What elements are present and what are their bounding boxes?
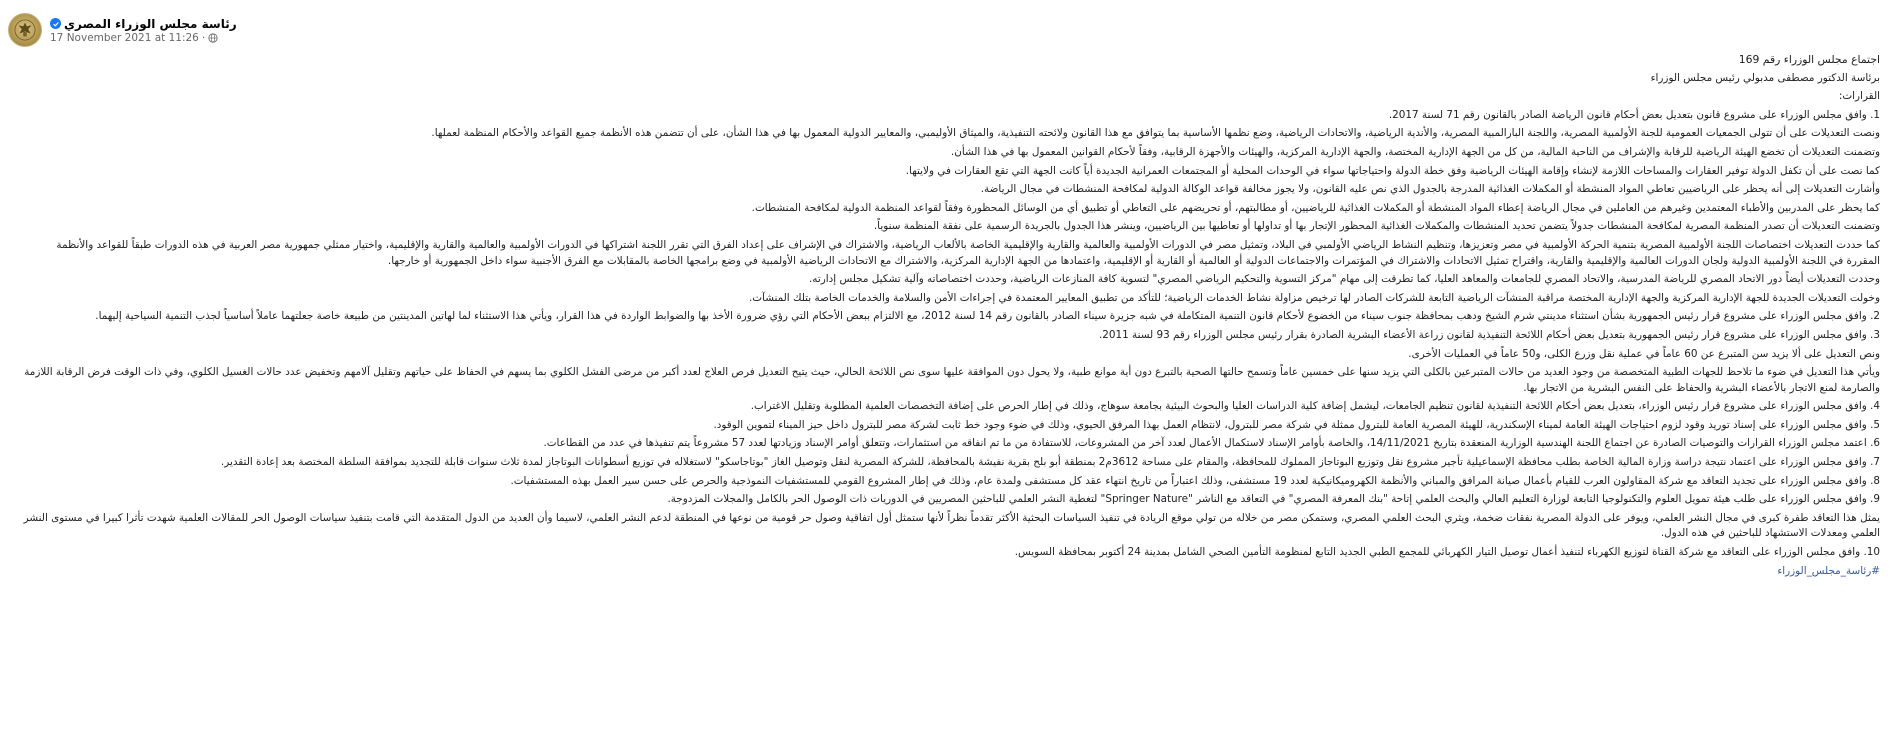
decision-9: 9. وافق مجلس الوزراء على طلب هيئة تمويل العلوم والتكنولوجيا التابعة لوزارة التعليم العالي والبحث العلمي إتاحة "بنك المعرفة المصري" في التعاقد مع الناشر "Springer Nature" لتغطية النشر العلمي للباحثين المصريين في الدوريات ذات الوصول الحر بالكامل والمجلات المزدوجة. — [667, 493, 1880, 506]
decision-3-detail-1: ونص التعديل على ألا يزيد سن المتبرع عن 60 عاماً في عملية نقل وزرع الكلى، و50 عاماً في العمليات الأخرى. — [1408, 347, 1880, 360]
decision-1-detail-9: وخولت التعديلات الجديدة للجهة الإدارية المركزية والجهة الإدارية المختصة مراقبة المنشآت الرياضية التابعة للشركات الصادر لها ترخيص مزاولة نشاط الخدمات الرياضية؛ للتأكد من تطبيق المعايير المعتمدة في إجراءات الأمن والسلامة والخدمات الخاصة بتلك المنشآت. — [748, 291, 1880, 304]
decision-1-detail-3: كما نصت على أن تكفل الدولة توفير العقارات والمساحات اللازمة لإنشاء وإقامة الهيئات الرياضية وفق خطة الدولة واحتياجاتها سواء في الوحدات المحلية أو المجتمعات العمرانية الجديدة أياً كانت الجهة التي تقع العقارات في ولايتها. — [905, 164, 1880, 177]
decisions-heading: القرارات: — [1838, 90, 1880, 103]
decision-2: 2. وافق مجلس الوزراء على مشروع قرار رئيس الجمهورية بشأن استثناء مدينتي شرم الشيخ ودهب بمحافظة جنوب سيناء من الخضوع لأحكام قانون التنمية المتكاملة في شبه جزيرة سيناء الصادر بالقانون رقم 14 لسنة 2012، مع الالتزام ببعض الأحكام التي رؤي ضرورة الأخذ بها والضوابط الواردة في هذا القرار، ويأتي هذا الاستثناء لما لهاتين المدينتين من طبيعة خاصة جعلتهما عاملاً أساسياً لجذب التنمية السياحية إليهما. — [95, 310, 1880, 323]
globe-icon[interactable] — [208, 33, 218, 43]
page-avatar[interactable] — [8, 13, 42, 47]
verified-badge-icon — [50, 18, 61, 29]
post-timestamp[interactable]: 17 November 2021 at 11:26 — [50, 31, 199, 44]
decision-1-detail-5: كما يحظر على المدربين والأطباء المعتمدين وغيرهم من العاملين في مجال الرياضة إعطاء المواد المنشطة أو المكملات الغذائية للرياضيين، أو مطالبتهم، أو تحريضهم على التعاطي أو تطبيق أي من الوسائل المحظورة وفقاً لقواعد المنظمة الدولية لمكافحة المنشطات. — [751, 201, 1880, 214]
decision-9-detail: يمثل هذا التعاقد طفرة كبرى في مجال النشر العلمي، ويوفر على الدولة المصرية نفقات ضخمة، ويثري البحث العلمي المصري، وستمكن مصر من خلاله من تولي موقع الريادة في تنفيذ السياسات البحثية الأكثر تقدماً نظراً لأنها ستمثل أول اتفاقية وصول حر قومية من نوعها في المنطقة لدعم النشر العلمي، لاسيما وأن العديد من الدول المتقدمة التي قامت بتنفيذ سياسات الوصول الحر للمقالات العلمية شهدت تأثرا كبيرا في مستوى النشر العلمي ومعدلات الاستشهاد للباحثين في هذه الدول. — [23, 511, 1880, 540]
post-timestamp-row — [50, 32, 237, 44]
decision-7: 7. وافق مجلس الوزراء على اعتماد نتيجة دراسة وزارة المالية الخاصة بطلب محافظة الإسماعيلية تأجير مشروع نقل وتوزيع البوتاجاز المملوك للمحافظة، والمقام على مساحة 3612م2 بمنطقة أبو بلح بقرية نفيشة بالمحافظة، للشركة المصرية لنقل وتوصيل الغاز "بوتاجاسكو" لاستغلاله في توزيع أسطوانات البوتاجاز لمدة ثلاث سنوات قابلة للتجديد بموافقة السلطة المختصة بعد إعادة التقدير. — [220, 456, 1880, 469]
post-header — [8, 13, 237, 47]
hashtag-link[interactable]: #رئاسة_مجلس_الوزراء — [1777, 564, 1880, 577]
decision-1-detail-6: وتضمنت التعديلات أن تصدر المنظمة المصرية لمكافحة المنشطات جدولاً يتضمن تحديد المنشطات والمكملات الغذائية المحظور الإتجار بها أو تداولها أو تعاطيها بين الرياضيين، وينشر هذا الجدول بالجريدة الرسمية على نفقة المنظمة سنوياً. — [873, 220, 1880, 233]
decision-6: 6. اعتمد مجلس الوزراء القرارات والتوصيات الصادرة عن اجتماع اللجنة الهندسية الوزارية المنعقدة بتاريخ 14/11/2021، والخاصة بأوامر الإسناد لاستكمال الأعمال لعدد آخر من المشروعات، للاستفادة من ما تم انفاقه من استثمارات، وتتعلق أوامر الإسناد وزيادتها لعدد 57 مشروعاً يتم تنفيذها في عدد من القطاعات. — [543, 437, 1880, 450]
eagle-emblem-icon — [14, 19, 36, 41]
decision-10: 10. وافق مجلس الوزراء على التعاقد مع شركة القناة لتوزيع الكهرباء لتنفيذ أعمال توصيل التيار الكهربائي للمجمع الطبي الجديد التابع لمنظومة التأمين الصحي الشامل بمدينة 24 أكتوبر بمحافظة السويس. — [1014, 546, 1880, 559]
meta-separator: · — [201, 31, 206, 44]
decision-1: 1. وافق مجلس الوزراء على مشروع قانون بتعديل بعض أحكام قانون الرياضة الصادر بالقانون رقم 71 لسنة 2017. — [1388, 108, 1880, 121]
meeting-title: اجتماع مجلس الوزراء رقم 169 — [1738, 53, 1880, 66]
meeting-chair: برئاسة الدكتور مصطفى مدبولي رئيس مجلس الوزراء — [1650, 71, 1880, 84]
decision-3: 3. وافق مجلس الوزراء على مشروع قرار رئيس الجمهورية بتعديل بعض أحكام اللائحة التنفيذية لقانون زراعة الأعضاء البشرية الصادرة بقرار رئيس مجلس الوزراء رقم 93 لسنة 2011. — [1098, 328, 1880, 341]
page-name-link[interactable]: رئاسة مجلس الوزراء المصري — [64, 16, 237, 31]
post-meta-block — [50, 17, 237, 44]
decision-1-detail-4: وأشارت التعديلات إلى أنه يحظر على الرياضيين تعاطي المواد المنشطة أو المكملات الغذائية المدرجة بالجدول الذي نص عليه القانون، ولا يجوز مخالفة قواعد الوكالة الدولية لمكافحة المنشطات في مجال الرياضة. — [980, 183, 1880, 196]
page-name-row — [50, 17, 237, 31]
decision-8: 8. وافق مجلس الوزراء على تجديد التعاقد مع شركة المقاولون العرب للقيام بأعمال صيانة المرافق والمباني والأنظمة الكهروميكانيكية لعدد 19 مستشفى، وذلك اعتباراً من تاريخ انتهاء عقد كل مستشفى ولمدة عام، وذلك في إطار المشروع القومي للمستشفيات النموذجية والحرص على حسن سير العمل بهذه المستشفيات. — [510, 474, 1880, 487]
decision-3-detail-2: ويأتي هذا التعديل في ضوء ما تلاحظ للجهات الطبية المتخصصة من وجود العديد من حالات المتبرعين بالكلى التي يزيد سنها على خمسين عاماً وتسمح حالتها الصحية بالتبرع دون أية موانع طبية، ولا يحول دون الموافقة عليها سوى نص اللائحة الحالي، حيث يتيح التعديل فرص العلاج لعدد أكبر من مرضى الفشل الكلوي بما يسهم في الحفاظ على حياتهم وتقليل آلامهم وتخفيض عدد حالات الغسيل الكلوي، وفي ذات الوقت فرض الرقابة اللازمة والصارمة لمنع الاتجار بالأعضاء البشرية والحفاظ على النفس البشرية من الاتجار بها. — [24, 366, 1880, 394]
decision-1-detail-8: وحددت التعديلات أيضاً دور الاتحاد المصري للرياضة المدرسية، والاتحاد المصري للجامعات والمعاهد العليا، كما تطرقت إلى مهام "مركز التسوية والتحكيم الرياضي المصري" لتسوية كافة المنازعات الرياضية، وحددت اختصاصاته وآلية تشكيل مجلس إدارته. — [809, 273, 1880, 286]
decision-1-detail-2: وتضمنت التعديلات أن تخضع الهيئة الرياضية للرقابة والإشراف من الناحية المالية، من كل من الجهة الإدارية المختصة، والجهة الإدارية المركزية، والهيئات والأجهزة الرقابية، وفقاً لأحكام القوانين المعمول بها في هذا الشأن. — [950, 145, 1880, 158]
post-body — [20, 52, 1880, 582]
decision-1-detail-7: كما حددت التعديلات اختصاصات اللجنة الأولمبية المصرية بتنمية الحركة الأولمبية في مصر وتعزيزها، وتنظيم النشاط الرياضي الأولمبي في البلاد، وتمثيل مصر في الدورات الأولمبية والعالمية والقارية والإقليمية الخاصة بالألعاب الرياضية، والاشتراك في الإشراف على إعداد الفرق التي تقرر اللجنة اشتراكها في الدورات الأولمبية والعالمية والقارية والإقليمية، واختيار ممثلي جمهورية مصر العربية في هذه الدورات طبقاً للقواعد والأنظمة المقررة في اللجنة الأولمبية الدولية ولجان الدورات العالمية والإقليمية والقارية، واقتراح تمثيل الاتحادات والاشتراك في المؤتمرات والاجتماعات الدولية أو العالمية أو القارية أو الإقليمية، واعتمادها من الجهة الإدارية المركزية، والاشتراك مع الاتحادات الرياضية الأولمبية في وضع برامجها الخاصة بالمقابلات مع الفرق الأجنبية سواء داخل الجمهورية أو خارجها. — [56, 238, 1880, 267]
decision-1-detail-1: ونصت التعديلات على أن تتولى الجمعيات العمومية للجنة الأولمبية المصرية، واللجنة البارالمبية المصرية، والأندية الرياضية، والاتحادات الرياضية، وضع نظمها الأساسية بما يتوافق مع هذا القانون ولائحته التنفيذية، والميثاق الأوليمبي، والمعايير الدولية المعمول بها في هذا الشأن، على أن تتضمن هذه الأنظمة جميع القواعد والأحكام المنظمة لعملها. — [431, 127, 1880, 140]
decision-5: 5. وافق مجلس الوزراء على إسناد توريد وقود لزوم احتياجات الهيئة العامة لميناء الإسكندرية، للهيئة المصرية العامة للبترول ممثلة في شركة مصر للبترول، لانتظام العمل بهذا المرفق الحيوي، وذلك في ضوء وجود خط ثابت لشركة مصر للبترول داخل حيز الميناء لتموين الوقود. — [713, 418, 1880, 431]
decision-4: 4. وافق مجلس الوزراء على مشروع قرار رئيس الوزراء، بتعديل بعض أحكام اللائحة التنفيذية لقانون تنظيم الجامعات، ليشمل إضافة كلية الدراسات العليا والبحوث البيئية بجامعة سوهاج، وذلك في إطار الحرص على إضافة التخصصات العلمية المطلوبة وتقليل الاغتراب. — [750, 400, 1880, 413]
